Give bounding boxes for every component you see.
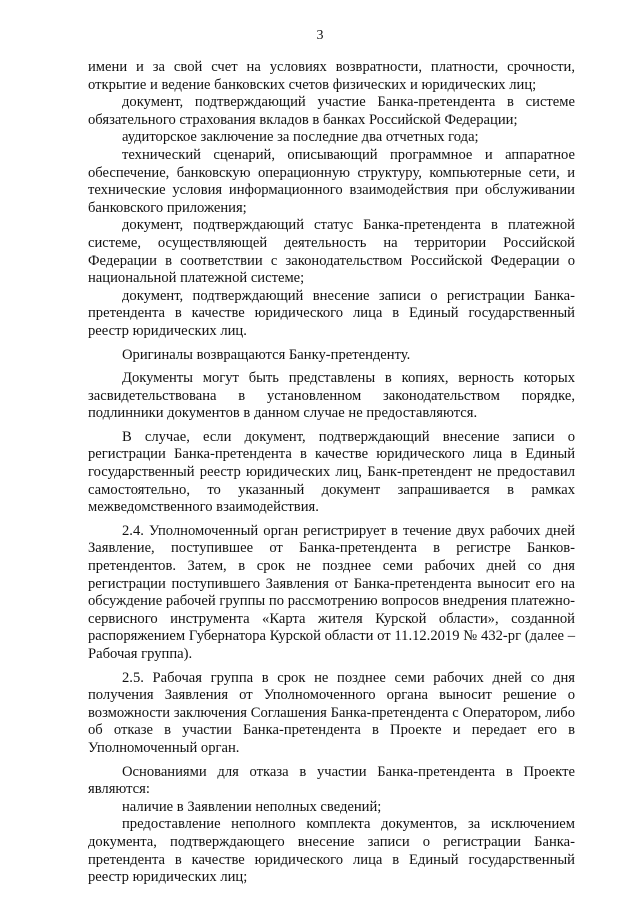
paragraph-copies: Документы могут быть представлены в копиях, верность которых засвидетельствована в установленном законодательством порядке, подлинники документов в данном случае не предоставляются.: [88, 370, 575, 422]
paragraph-originals-returned: Оригиналы возвращаются Банку-претенденту.: [122, 346, 411, 363]
paragraph-technical-scenario: технический сценарий, описывающий программное и аппаратное обеспечение, банковскую операционную структуру, компьютерные сети, и технические условия информационного взаимодействия при обслуживании банковского приложения;: [88, 146, 575, 216]
paragraph-payment-system-status: документ, подтверждающий статус Банка-претендента в платежной системе, осуществляющей деятельность на территории Российской Федерации в соответствии с законодательством Российской Федерации о национальной платежной системе;: [88, 217, 575, 287]
paragraph-section-2-5: 2.5. Рабочая группа в срок не позднее семи рабочих дней со дня получения Заявления от Уполномоченного органа выносит решение о возможности заключения Соглашения Банка-претендента с Оператором, либо об отказе в участии Банка-претендента в Проекте и передает его в Уполномоченный орган.: [88, 669, 575, 756]
paragraph-registry-record: документ, подтверждающий внесение записи о регистрации Банка-претендента в качестве юридического лица в Единый государственный реестр юридических лиц.: [88, 287, 575, 339]
page-number: 3: [316, 28, 324, 43]
paragraph-refusal-grounds: Основаниями для отказа в участии Банка-претендента в Проекте являются:: [88, 763, 575, 798]
paragraph-incomplete-info: наличие в Заявлении неполных сведений;: [122, 798, 382, 815]
paragraph-interagency-request: В случае, если документ, подтверждающий внесение записи о регистрации Банка-претендента в качестве юридического лица в Единый государственный реестр юридических лиц, Банк-претендент не предоставил самостоятельно, то указанный документ запрашивается в рамках межведомственного взаимодействия.: [88, 428, 575, 516]
paragraph-continuation: имени и за свой счет на условиях возвратности, платности, срочности, открытие и ведение банковских счетов физических и юридических лиц;: [88, 59, 575, 93]
paragraph-deposit-insurance: документ, подтверждающий участие Банка-претендента в системе обязательного страхования вкладов в банках Российской Федерации;: [88, 94, 575, 128]
paragraph-section-2-4: 2.4. Уполномоченный орган регистрирует в течение двух рабочих дней Заявление, поступившее от Банка-претендента в регистре Банков-претендентов. Затем, в срок не позднее семи рабочих дней со дня регистрации поступившего Заявления от Банка-претендента выносит его на обсуждение рабочей группы по рассмотрению вопросов внедрения платежно-сервисного инструмента «Карта жителя Курской области», созданной распоряжением Губернатора Курской области от 11.12.2019 № 432-рг (далее – Рабочая группа).: [88, 522, 575, 662]
paragraph-incomplete-documents: предоставление неполного комплекта документов, за исключением документа, подтверждающего внесение записи о регистрации Банка-претендента в качестве юридического лица в Единый государственный реестр юридических лиц;: [88, 816, 575, 886]
document-body: [88, 59, 575, 887]
paragraph-audit: аудиторское заключение за последние два отчетных года;: [122, 129, 479, 146]
